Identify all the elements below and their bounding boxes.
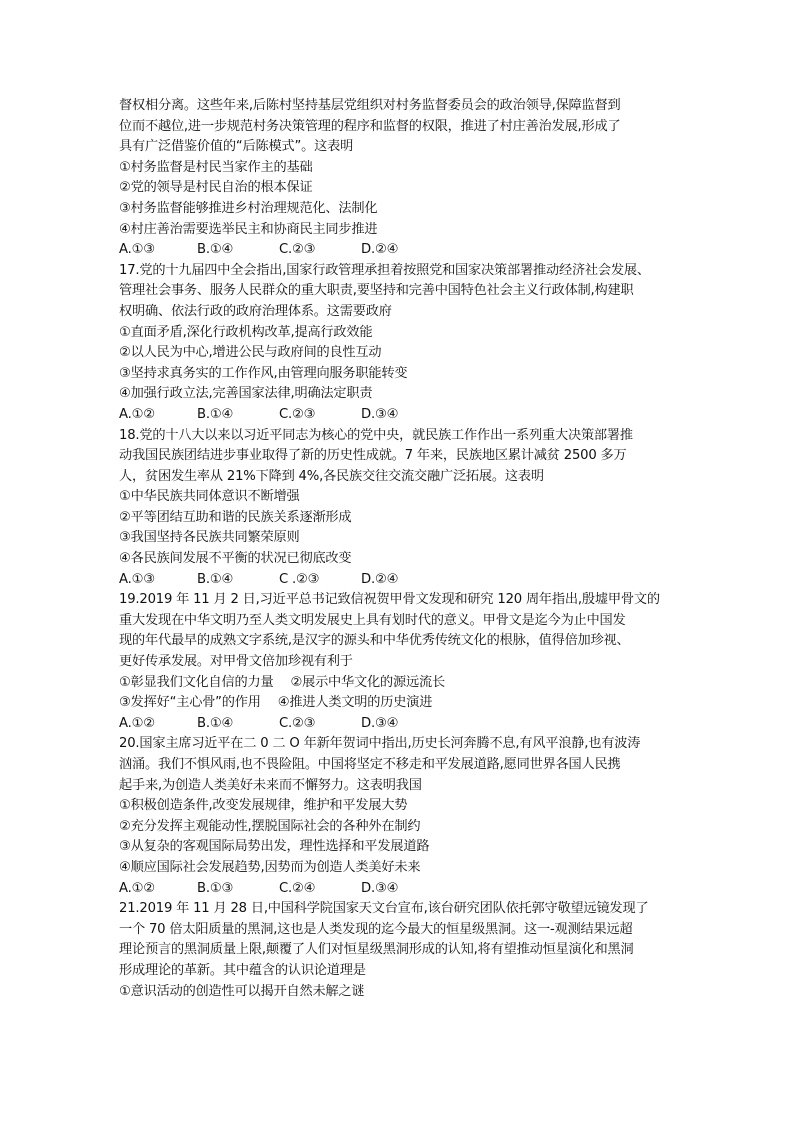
- text-line: 20.国家主席习近平在二 0 二 O 年新年贺词中指出,历史长河奔腾不息,有风平浪静,也有波涛: [119, 736, 641, 752]
- answer-options: [119, 240, 734, 261]
- text-line: 17.党的十九届四中全会指出,国家行政管理承担着按照党和国家决策部署推动经济社会发展、: [119, 262, 650, 278]
- text-line: ④各民族间发展不平衡的状况已彻底改变: [119, 551, 352, 567]
- text-line: 更好传承发展。对甲骨文倍加珍视有利于: [119, 654, 353, 670]
- answer-option: D.②④: [361, 242, 399, 258]
- text-line: ①村务监督是村民当家作主的基础: [119, 159, 313, 175]
- text-line: ①中华民族共同体意识不断增强: [119, 489, 300, 505]
- text-line: 汹涌。我们不惧风雨,也不畏险阻。中国将坚定不移走和平发展道路,愿同世界各国人民携: [119, 757, 621, 772]
- answer-options: [119, 570, 734, 591]
- answer-options: [119, 405, 734, 426]
- text-line: 重大发现在中华文明乃至人类文明发展史上具有划时代的意义。甲骨文是迄今为止中国发: [119, 612, 626, 628]
- text-line: ①彰显我们文化自信的力量 ②展示中华文化的源远流长: [119, 674, 445, 690]
- answer-option: B.①④: [197, 406, 234, 422]
- answer-options: [119, 879, 734, 900]
- answer-option: B.①④: [197, 571, 234, 587]
- text-line: 权明确、依法行政的政府治理体系。这需要政府: [119, 303, 392, 319]
- answer-option: C.②④: [279, 880, 316, 896]
- answer-option: A.①③: [119, 242, 155, 258]
- answer-option: C.②③: [279, 242, 316, 258]
- text-line: ③发挥好“主心骨”的作用 ④推进人类文明的历史演进: [119, 695, 433, 711]
- text-line: ①直面矛盾,深化行政机构改革,提高行政效能: [119, 324, 373, 340]
- text-line: 19.2019 年 11 月 2 日,习近平总书记致信祝贺甲骨文发现和研究 120 周年指出,殷墟甲骨文的: [119, 592, 660, 608]
- text-line: ①意识活动的创造性可以揭开自然未解之谜: [119, 983, 365, 999]
- text-line: ②以人民为中心,增进公民与政府间的良性互动: [119, 345, 382, 361]
- answer-options: [119, 714, 734, 735]
- text-line: ③坚持求真务实的工作作风,由管理向服务职能转变: [119, 365, 408, 381]
- text-line: 形成理论的革新。其中蕴含的认识论道理是: [119, 962, 366, 978]
- text-line: ②充分发挥主观能动性,摆脱国际社会的各种外在制约: [119, 818, 421, 834]
- text-line: ④村庄善治需要选举民主和协商民主同步推进: [119, 221, 378, 237]
- answer-option: A.①②: [119, 715, 155, 731]
- text-line: ②平等团结互助和谐的民族关系逐渐形成: [119, 509, 352, 525]
- text-line: 督权相分离。这些年来,后陈村坚持基层党组织对村务监督委员会的政治领导,保障监督到: [119, 98, 621, 113]
- text-line: ①积极创造条件,改变发展规律，维护和平发展大势: [119, 798, 408, 814]
- text-line: 18.党的十八大以来以习近平同志为核心的党中央，就民族工作作出一系列重大决策部署推: [119, 427, 633, 443]
- text-line: 21.2019 年 11 月 28 日,中国科学院国家天文台宣布,该台研究团队依托郭守敬望远镜发现了: [119, 901, 649, 917]
- text-line: ③我国坚持各民族共同繁荣原则: [119, 530, 300, 546]
- answer-option: D.②④: [361, 571, 399, 587]
- text-line: ③从复杂的客观国际局势出发，理性选择和平发展道路: [119, 839, 430, 855]
- answer-option: A.①②: [119, 880, 155, 896]
- text-line: ②党的领导是村民自治的根本保证: [119, 180, 313, 196]
- text-line: 理论预言的黑洞质量上限,颠覆了人们对恒星级黑洞形成的认知,将有望推动恒星演化和黑洞: [119, 942, 634, 958]
- answer-option: C .②③: [279, 571, 320, 587]
- answer-option: B.①④: [197, 715, 234, 731]
- answer-option: D.③④: [361, 406, 399, 422]
- answer-option: D.③④: [361, 880, 399, 896]
- answer-option: A.①③: [119, 571, 155, 587]
- answer-option: D.③④: [361, 715, 399, 731]
- text-line: ④顺应国际社会发展趋势,因势而为创造人类美好未来: [119, 859, 421, 875]
- text-line: 具有广泛借鉴价值的“后陈模式”。这表明: [119, 139, 354, 155]
- answer-option: A.①②: [119, 406, 155, 422]
- text-line: 起手来,为创造人类美好未来而不懈努力。这表明我国: [119, 777, 422, 793]
- text-line: ③村务监督能够推进乡村治理规范化、法制化: [119, 200, 378, 216]
- answer-option: B.①④: [197, 242, 234, 258]
- text-line: 动我国民族团结进步事业取得了新的历史性成就。7 年来，民族地区累计减贫 2500 多万: [119, 448, 627, 464]
- text-line: 人，贫困发生率从 21%下降到 4%,各民族交往交流交融广泛拓展。这表明: [119, 468, 544, 484]
- answer-option: C.②③: [279, 406, 316, 422]
- answer-option: C.②③: [279, 715, 316, 731]
- text-line: ④加强行政立法,完善国家法律,明确法定职责: [119, 386, 373, 402]
- text-line: 位而不越位,进一步规范村务决策管理的程序和监督的权限，推进了村庄善治发展,形成了: [119, 118, 621, 134]
- text-line: 一个 70 倍太阳质量的黑洞,这也是人类发现的迄今最大的恒星级黑洞。这一-观测结果远超: [119, 921, 633, 937]
- text-line: 管理社会事务、服务人民群众的重大职责,要坚持和完善中国特色社会主义行政体制,构建职: [119, 283, 634, 299]
- text-line: 现的年代最早的成熟文字系统,是汉字的源头和中华优秀传统文化的根脉，值得倍加珍视、: [119, 633, 630, 649]
- answer-option: B.①③: [197, 880, 234, 896]
